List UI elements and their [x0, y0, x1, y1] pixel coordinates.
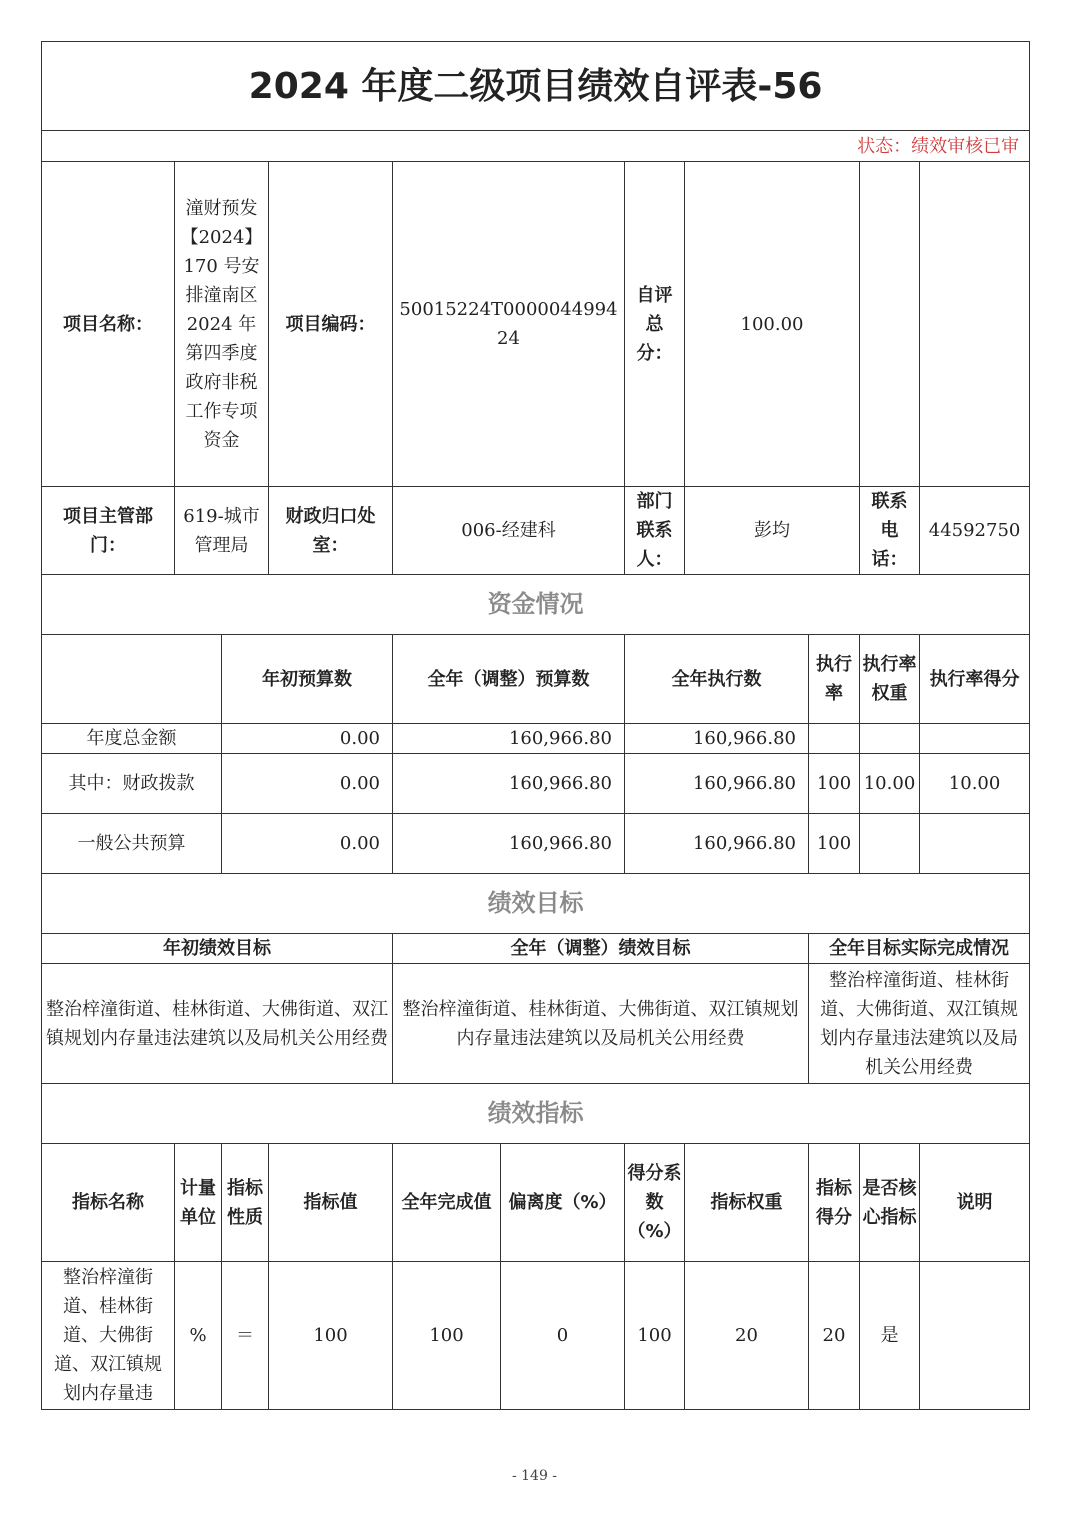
funds-row-executed: 160,966.80	[625, 814, 809, 874]
table-row	[42, 724, 1030, 754]
funds-row-name: 一般公共预算	[42, 814, 222, 874]
indicator-header-core: 是否核心指标	[860, 1144, 920, 1262]
table-row	[42, 754, 1030, 814]
table-row	[42, 1262, 1030, 1410]
indicator-header-nature: 指标性质	[222, 1144, 269, 1262]
indicator-value: 100	[269, 1262, 393, 1410]
funds-row-weight	[860, 724, 920, 754]
indicator-header-value: 指标值	[269, 1144, 393, 1262]
funds-row-initial: 0.00	[222, 724, 393, 754]
funds-row-name: 年度总金额	[42, 724, 222, 754]
indicator-header-name: 指标名称	[42, 1144, 175, 1262]
indicator-deviation: 0	[501, 1262, 625, 1410]
finance-office-label: 财政归口处室：	[269, 487, 393, 575]
funds-header-initial: 年初预算数	[222, 635, 393, 724]
self-score-value: 100.00	[685, 162, 860, 487]
phone-value: 44592750	[920, 487, 1030, 575]
funds-row-weight: 10.00	[860, 754, 920, 814]
empty-cell	[860, 162, 920, 487]
goals-section-title: 绩效目标	[42, 874, 1030, 934]
indicator-completed: 100	[393, 1262, 501, 1410]
goals-header-adjusted: 全年（调整）绩效目标	[393, 934, 809, 964]
indicator-header-weight: 指标权重	[685, 1144, 809, 1262]
indicator-coef: 100	[625, 1262, 685, 1410]
funds-row-initial: 0.00	[222, 754, 393, 814]
self-score-label: 自评总分：	[625, 162, 685, 487]
funds-row-rate: 100	[809, 754, 860, 814]
indicator-header-coef: 得分系数（%）	[625, 1144, 685, 1262]
funds-row-adjusted: 160,966.80	[393, 724, 625, 754]
indicator-header-deviation: 偏离度（%）	[501, 1144, 625, 1262]
funds-header-rate: 执行率	[809, 635, 860, 724]
funds-row-weight	[860, 814, 920, 874]
funds-header-score: 执行率得分	[920, 635, 1030, 724]
project-code-label: 项目编码：	[269, 162, 393, 487]
indicator-weight: 20	[685, 1262, 809, 1410]
indicators-section-title: 绩效指标	[42, 1084, 1030, 1144]
funds-section-title: 资金情况	[42, 575, 1030, 635]
goal-adjusted-text: 整治梓潼街道、桂林街道、大佛街道、双江镇规划内存量违法建筑以及局机关公用经费	[393, 964, 809, 1084]
funds-header-weight: 执行率权重	[860, 635, 920, 724]
indicator-header-note: 说明	[920, 1144, 1030, 1262]
funds-row-executed: 160,966.80	[625, 754, 809, 814]
funds-row-score	[920, 724, 1030, 754]
indicator-note	[920, 1262, 1030, 1410]
goals-header-initial: 年初绩效目标	[42, 934, 393, 964]
funds-row-rate: 100	[809, 814, 860, 874]
funds-row-rate	[809, 724, 860, 754]
contact-label: 部门联系人：	[625, 487, 685, 575]
funds-row-adjusted: 160,966.80	[393, 814, 625, 874]
page-number: - 149 -	[511, 1468, 558, 1484]
contact-value: 彭均	[685, 487, 860, 575]
funds-row-score: 10.00	[920, 754, 1030, 814]
dept-label: 项目主管部门：	[42, 487, 175, 575]
funds-row-adjusted: 160,966.80	[393, 754, 625, 814]
indicator-core: 是	[860, 1262, 920, 1410]
table-row	[42, 814, 1030, 874]
indicator-name: 整治梓潼街道、桂林街道、大佛街道、双江镇规划内存量违	[42, 1262, 175, 1410]
performance-self-evaluation-table	[41, 41, 1030, 1410]
phone-label: 联系电话：	[860, 487, 920, 575]
indicator-score: 20	[809, 1262, 860, 1410]
project-code-value: 50015224T000004499424	[393, 162, 625, 487]
funds-header-blank	[42, 635, 222, 724]
project-name-label: 项目名称：	[42, 162, 175, 487]
funds-row-initial: 0.00	[222, 814, 393, 874]
funds-row-executed: 160,966.80	[625, 724, 809, 754]
dept-value: 619-城市管理局	[175, 487, 269, 575]
empty-cell	[920, 162, 1030, 487]
funds-row-score	[920, 814, 1030, 874]
indicator-header-score: 指标得分	[809, 1144, 860, 1262]
indicator-unit: %	[175, 1262, 222, 1410]
indicator-header-completed: 全年完成值	[393, 1144, 501, 1262]
funds-row-name: 其中：财政拨款	[42, 754, 222, 814]
page-title: 2024 年度二级项目绩效自评表-56	[42, 42, 1030, 131]
project-name-value: 潼财预发【2024】170 号安排潼南区 2024 年第四季度政府非税工作专项资金	[175, 162, 269, 487]
funds-header-adjusted: 全年（调整）预算数	[393, 635, 625, 724]
goal-actual-text: 整治梓潼街道、桂林街道、大佛街道、双江镇规划内存量违法建筑以及局机关公用经费	[809, 964, 1030, 1084]
indicator-header-unit: 计量单位	[175, 1144, 222, 1262]
goal-initial-text: 整治梓潼街道、桂林街道、大佛街道、双江镇规划内存量违法建筑以及局机关公用经费	[42, 964, 393, 1084]
status-text: 状态：绩效审核已审	[42, 131, 1030, 162]
funds-header-executed: 全年执行数	[625, 635, 809, 724]
goals-header-actual: 全年目标实际完成情况	[809, 934, 1030, 964]
indicator-nature: ＝	[222, 1262, 269, 1410]
finance-office-value: 006-经建科	[393, 487, 625, 575]
